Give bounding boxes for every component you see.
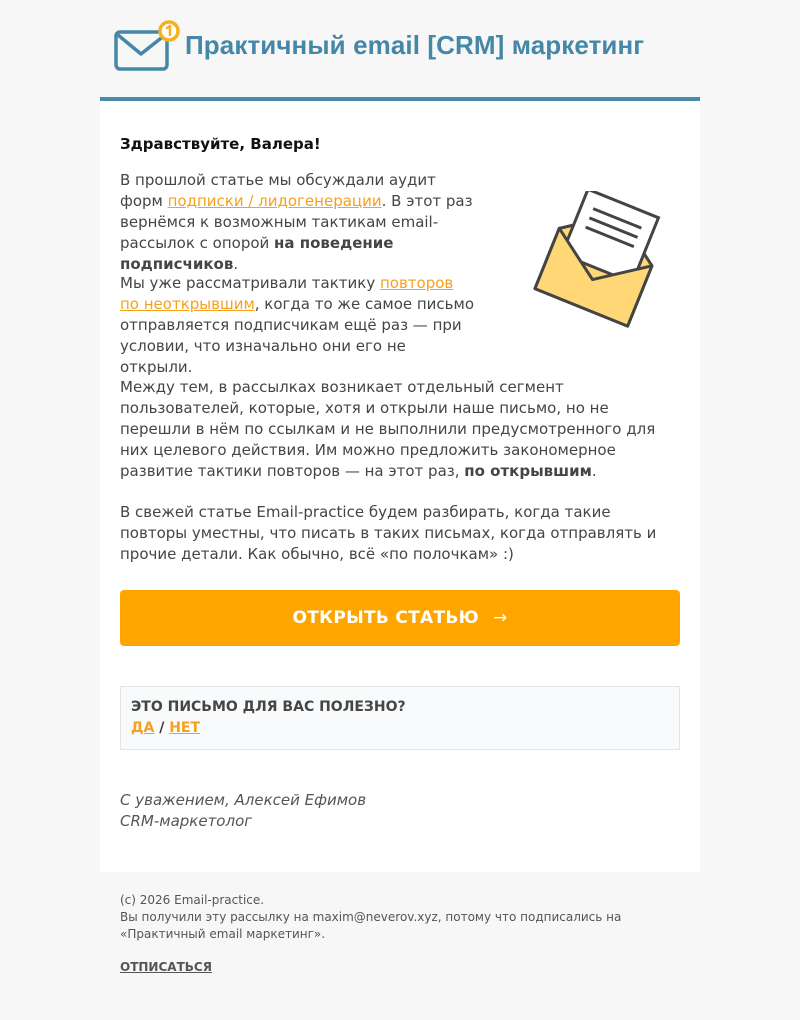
open-article-label: ОТКРЫТЬ СТАТЬЮ: [292, 608, 479, 628]
subscription-notice: Вы получили эту рассылку на maxim@neverov.xyz, потому что подписались на «Практичный email маркетинг».: [120, 910, 622, 941]
newsletter-title: Практичный email [CRM] маркетинг: [185, 30, 645, 60]
open-article-button[interactable]: [120, 590, 680, 646]
arrow-right-icon: →: [492, 608, 508, 628]
paragraph-3-bold: по открывшим: [464, 462, 592, 480]
paragraph-3: [120, 377, 680, 482]
lead-forms-link[interactable]: подписки / лидогенерации: [167, 192, 382, 210]
greeting: Здравствуйте, Валера!: [120, 135, 321, 153]
email-container: [100, 0, 700, 1020]
paragraph-1: [120, 170, 480, 275]
paragraph-2-text-2: , когда то же самое письмо отправляется подписчикам ещё раз — при условии, что изначально они его не открыли.: [120, 295, 475, 376]
paragraph-4: В свежей статье Email-practice будем разбирать, когда такие повторы уместны, что писать в таких письмах, когда отправлять и прочие детали. Как обычно, всё «по полочкам» :): [120, 503, 657, 563]
signature-name: С уважением, Алексей Ефимов: [120, 791, 367, 809]
paragraph-1-text: В прошлой статье мы обсуждали аудит форм: [120, 171, 436, 210]
signature: [120, 790, 366, 832]
unsubscribe-link[interactable]: ОТПИСАТЬСЯ: [120, 960, 212, 974]
email-body-card: [100, 101, 700, 872]
feedback-box: [120, 686, 680, 750]
open-envelope-icon: [532, 191, 668, 331]
paragraph-3-end: .: [591, 462, 597, 480]
repeats-link[interactable]: повторов: [379, 274, 454, 292]
paragraph-1-bold: на поведение подписчиков: [120, 234, 394, 273]
feedback-answers: [131, 720, 200, 736]
feedback-yes-link[interactable]: ДА: [131, 720, 155, 736]
paragraph-1-text-2: . В этот раз вернёмся к возможным тактикам email-рассылок с опорой: [120, 192, 473, 252]
mail-notification-icon: [114, 19, 182, 73]
footer-text: [120, 892, 680, 943]
paragraph-2-text: Мы уже рассматривали тактику: [120, 274, 380, 292]
feedback-no-link[interactable]: НЕТ: [169, 720, 201, 736]
email-header: [100, 0, 700, 97]
feedback-separator: /: [159, 720, 165, 736]
feedback-question: ЭТО ПИСЬМО ДЛЯ ВАС ПОЛЕЗНО?: [131, 699, 406, 715]
signature-role: CRM-маркетолог: [120, 812, 253, 830]
email-footer: [100, 872, 700, 1020]
paragraph-1-end: .: [233, 255, 239, 273]
paragraph-3-text: Между тем, в рассылках возникает отдельный сегмент пользователей, которые, хотя и открыли наше письмо, но не перешли в нём по ссылкам и не выполнили предусмотренного для них целевого действия. Им можно предложить закономерное развитие тактики повторов — на этот раз,: [120, 378, 656, 480]
repeats-link-line2[interactable]: по неоткрывшим: [120, 295, 255, 313]
paragraph-2: [120, 273, 480, 378]
copyright: (c) 2026 Email-practice.: [120, 893, 265, 907]
